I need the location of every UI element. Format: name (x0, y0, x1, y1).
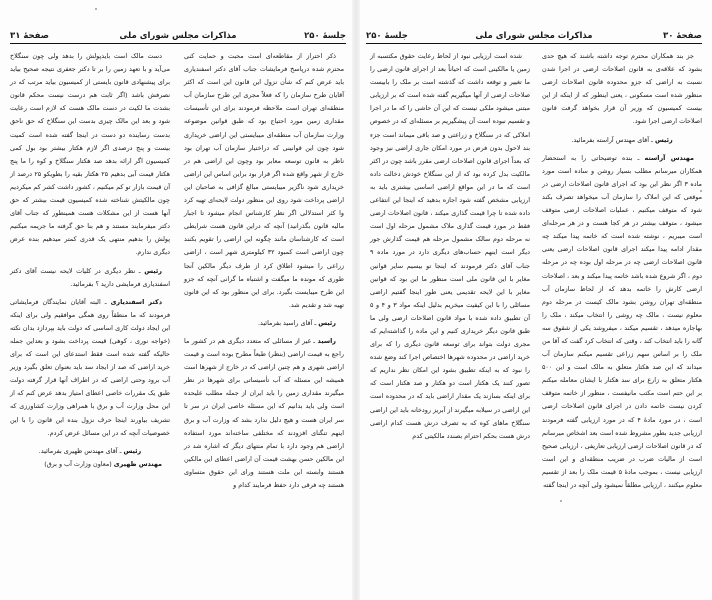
page-header (10, 30, 346, 44)
scan-speck (560, 500, 562, 502)
speaker-paragraph: رئیس ـ آقای مهندس آراسته بفرمائید. (571, 135, 673, 144)
speech-text: آقای راسید بفرمائید. (257, 318, 313, 327)
text-column-left (10, 50, 170, 471)
speaker-name: رئیس (144, 266, 162, 275)
page-header (366, 30, 702, 44)
text-column-left (370, 50, 530, 443)
speech-text: (معاون وزارت آب و برق) (44, 459, 112, 468)
speaker-name: رئیس (123, 446, 142, 455)
paragraph: شده است ارزیابی نبود از لحاظ رعایت حقوق مکتسبه از زمین یا مالکینی است که احیاناً بعد از اجرای قانون ارضی را ما تغییر و توقعه داشت که گذشته است بر ملک را بابیست صلاحات ارضی از آنها میگیریم گفته شده است که بر ارزیابی مبتنی میشود ملکی نیست که این آن حاشی را که ما در اجرا و تقسیم نبوده است آن پیشگیریم بر مسئله‌ای که در خصوص املاکی که در سنگلاخ و زراعتی و صد باقی میماند است جزء بند لاحول بدون فرض در مورد امکان جاری اراضی نیز وجود که بعداً اجرای قانون اصلاحات ارضی مقرر باشد چون در اکثر مالکیت بدل کرده بود که از این سنگلاخ خودش دخالت داده است که ما در این مواقع اراضی اساسی بیشتری باید به ارزیابی مشخص گفته شود اجازه بدهید که اینجا این انتفاعی داده شده تا چرا قیمت گذاری میکند ، قانون اصلاحات ارضی فقط در مورد قیمت گذاری ملاک مشمول مرحله اول است نه مرحله دوم سالک مشمول مرحله هم قیمت گذارش جور دیگر است اینهم حساب‌های دیگری دارد در مورد ماده ۹ جناب آقای دکتر فرمودند که اینجا تو بیسیم سایر قوانین مغایر با این قانون ملی است منظور ما این بود که قوانین مغایر با این لایحه تقدیمی یعنی طور اینجا گفتیم اراضی مسائلی را با این کیفیت میخریم بدلیل اینکه مواد ۳ و ۴ و ۵ آن تطبیق داده شده با مواد قانون اصلاحات ارضی ولی ما طبق قانون دیگر خریداری کنیم و این ماده را گذاشته‌ایم که مجری دولت بتواند برای توسعه قانون دیگری را که برای خرید اراضی در محدوده شهرها اختصاص اجرا کند وضع شده را نبود که به اینکه تطبیق بشود این امکان نظر نداریم که تصور کنند یک هکتار است دو هکتار و صد هکتار است که برای اینکه بسازند یک مقدار اراضی باید که در محدوده است این اراضی در سیلابه میگیرند از آبریز رودخانه باید این اراضی سنگلاخ ماهای کوه که به تصرف درش هست کدام اراضی درش هست بحکم احترام بصندد مالکیتی کدم (370, 52, 530, 440)
session-label: جلسهٔ ۲۵۰ (366, 31, 408, 41)
speaker-name: رئیس (318, 318, 336, 327)
scan-speck (95, 8, 97, 10)
speaker-paragraph (10, 458, 170, 471)
speaker-name: راسید (317, 336, 336, 345)
page-title: مذاکرات مجلس شورای ملی (119, 31, 237, 41)
speaker-name: مهندس ظهیری (113, 459, 162, 468)
speaker-name: دکتر اسفندیاری (110, 297, 163, 306)
paragraph: دست مالک است بایدپولش را بدهد ولی چون سنگلاخ می‌آید و با تعهد زمین را بر تا دکتر جعفری نتیجه صحیح بیاید برای پیشنهادی قانون بایستی از کمیسیون بیاید مرتب که در نصرفش باشد (اگر ثابت هم درست نیست محکم قانون بشدت ما لکیت در دست مالک هست که لازم است رعایت شود و بعد این مالک چیزی بدست این سنگلاخ که حق ناحق بدست رساینده دو دست در اینجا گفته شده است کمیت بیست و پنج درصدی اگر لازم هکتار بیشتر بود بول کمی کمیسیون اگر ارائه بدهد صد هکتار سنگلاخ و کوه را ما پنج هکتار قیمت آبی بدهیم ۲۵ هکتار بقیه را بطویکو ۲۵ درصد از آن قیمت بازار تو کم میکنیم ، کشور داشت کشر کم میکردیم چون مالکیتش شناخته شده کمیسیون قیمت بیشتر که حق آنها هست از این مشکلات هست همینطور که جناب آقای دکتر میفرمایند مستند و هم بنا حق گرفته ما جریمه میکنیم پولش را بدهیم منتهی یک قدری کمتر میدهیم بنده عرض دیگری ندارم. (10, 52, 170, 257)
speech-text: البته آقایان نمایندگان فرمایشاتی فرمودند که ما منطقاً روی همگی موافقیم ولی برای اینکه این ایجاد دولت کاری اساسی که دولت باید بپردازد بدان نکته (خواجه نوری ، کوهی) قیمت پرداخت بشود و بعداین جمله حالیکه گفته شده است فقط استدعای این است که برای خرید اراضی که صد از ایجاد سد باید بعنوان تعلق بگیرد وزیر آب برود وحتی اراضی که در اطراف آنها قرار گرفته دولت طبق یک مقررات خاصی اعطای امتیاز بدهد عرض کنم که از این محل وزارت آب و برق با همراهی وزارت کشاورزی که تشریف بیاورند اینجا حرف نزول بنده این قانون را با این خصوصیات آنچه که در این مسائل عرض کردم. (10, 297, 170, 437)
speaker-paragraph: راسید ـ غیر از مسائلی که متعدد دیگری هم در کشور ما راجع به قیمت اراضی (بنظر) طبعاً مطرح بوده است و قیمت اراضی شهری و هم چنین اراضی که در خارج از شهرها است همیشه این مسئله که آب تأسیساتی برای شهرها در نظر میگیرند مقداری زمین را باید ایران از جمله مطلب علیحده است ولی باید بدانیم که این مسئله خاصی ایران در سر تا سر ایران هست و هیچ دلیل ندارد بشد که وزارت آب و برق اینهم تنگنای افزودند که مختلفی ساخته‌اند مورد استفاده اراضی هم وجود دارد با تمام منتهای دیگر که اشاره شد در این مالکین حسن بهشت قیمت آن اراضی اعطای این مالکین هستند وابسته این ملت هستند ورای این حقوق متساوی هستند چه فرقی دارد حفظ فرمایند کدام و (184, 336, 344, 489)
paragraph: جز بند همکاران محترم توجه داشته باشند که هیچ حدی بشود که علاقه‌ی به قانون اصلاحات ارضی در اجرا شدن نسبت به اراضی که جزو محدوده قانون اصلاحات ارضی منظور شده است مسکونی ، یعنی اینطور که از اینکه از این بیست کمیسیون که وزیر آن قرار بخواهد گرفت قانون اصلاحات ارضی اجرا شود. (542, 52, 702, 126)
speech-text: غیر از مسائلی که متعدد دیگری هم در کشور ما راجع به قیمت اراضی (بنظر) طبعاً مطرح بوده است و قیمت اراضی شهری و هم چنین اراضی که در خارج از شهرها است همیشه این مسئله که آب تأسیساتی برای شهرها در نظر میگیرند مقداری زمین را باید ایران از جمله مطلب علیحده است ولی باید بدانیم که این مسئله خاصی ایران در سر تا سر ایران هست و هیچ دلیل ندارد بشد که وزارت آب و برق اینهم تنگنای افزودند که مختلفی ساخته‌اند مورد استفاده اراضی هم وجود دارد با تمام منتهای دیگر که اشاره شد در این مالکین حسن بهشت قیمت آن اراضی اعطای این مالکین هستند وابسته این ملت هستند ورای این حقوق متساوی هستند چه فرقی دارد حفظ فرمایند کدام و (184, 336, 344, 489)
text-column-right (184, 50, 344, 492)
speech-text: بنده توضیحاتی را به استحضار همکاران میرسانم مطلب بسیار روشن و ساده است مورد ماده ۳ اگر نظر این بود که اجرای قانون اصلاحات ارضی در موقعی که این املاک را سازمان آب میخواهد تصرف بکند شود که متوقف میکنیم ، عملیات اصلاحات ارضی متوقف میشود ، متوقف بیشتر در هر کجا هست و در هر مرحله‌ای است میبریم ، نوشته شده است که خاتمه پیدا میکند چه مقدار ادامه پیدا میکند اجرای قانون اصلاحات ارضی یعنی قانون اصلاحات ارضی چه در مرحله اول بوده چه در مرحله دوم ، اگر شروع شده باشد خاتمه پیدا میکند و بعد ، اصلاحات ارضی کارش را خاتمه بدهد که از لحاظ سازمان آب منطقه‌ای تهران روشن بشود مالک کیست در مرحله دوم معلوم نیست ، مالک چه روشی را انتخاب میکند ، ملک را بهاجاره میدهد ، تقسیم میکند ، میفروشد یکی از شقوق سه گانه را باید انتخاب کند ، وقتی که انتخاب کرد گفت که آقا من ملک را بر اساس سهم زراعی تقسیم میکنم سازمان آب میداند که این صد هکتار متعلق به مالک است و این ۵۰۰ هکتار متعلق به زارع برای سد هکتار با ایشان معامله میکنم بر این حتم است مکتب مانیفست ، منظور از خاتمه متوقف کردن نیست خاتمه دادن در اجرای قانون اصلاحات ارضی است ، در مورد مادهٔ ۴ که در مورد ارزیابی گفته فرمودند ارزیابی جدید بطور مشروط شده است بعد اشخاص میرسانم که در قانون اصلاحات ارضی ارزیابی تعاریفی ، ارزیابی صحیح است از مالیات ضرب در ضریب منطقه‌ای و این است ارزیابی نیست ، بموجب مادهٔ ۵ قیمت ملک را بعد از تقسیم معلوم میکنند ، ارزیابی مطلقاً نمیشود ولی آنچه در اینجا گفته (542, 153, 703, 489)
text-column-right (542, 50, 702, 492)
speech-text: آقای مهندس ظهیری بفرمائید. (38, 446, 118, 455)
speaker-paragraph: رئیس ـ نظر دیگری در کلیات لایحه نیست آقای دکتر اسفندیاری فرمایشی دارید ؟ بفرمائید. (10, 266, 170, 288)
session-label: جلسهٔ ۲۵۰ (304, 31, 346, 41)
paragraph: ذکر احتراز از مقاطعه‌ای است محبت و حمایت کنی محترم شده درپاسخ فرمایشات جناب آقای دکتر اسفندیاری باید عرض کنم که شأن نزول این قانون این است که اکثر آقایان طرح سازمان را که فعلاً مجری این طرح سازمان آب منطقه‌ای تهران است ملاحظه فرمودند برای این تأسیسات مقداری زمین مورد احتیاج بود که طبق قوانین موضوعه وزارت سازمان آب منطقه‌ای میبایستی این اراضی خریداری شود چون این قوانینی که دراختیار سازمان آب تهران بود ناظر به قانون توسعه معابر بود وچون این اراضی هم در خارج از شهر واقع شده اگر قرار بود براین اساس این اراضی خریداری شود ناگزیر میبایستی مبالغ گزافی به صاحبان این اراضی پرداخت شود روی این منظور دولت لایحه‌ای تهیه کرد وا کثر استدلالی اگر نظر کارشناس انجام میشود تا اجبار مالیه قانون بگذرانید) آنچه که دراین قانون هست شرایطی است که کارشناسان مانند چگونه این اراضی را تقویم بکنند چون اراضی است کمبود ۳۲ کیلومتری شهر است ، اراضی زراعی را میشود اطلاق کرد از طرف دیگر مالکین آنجا طوری که مونده ما میگفت و اشتباه ما گرانی آنچه که جزو این طرح میبایست بگیرد. برای این منظور بود که این قانون تهیه شد و تقدیم شد. (184, 52, 345, 309)
speaker-paragraph: دکتر اسفندیاری ـ البته آقایان نمایندگان فرمایشاتی فرمودند که ما منطقاً روی همگی موافقیم ولی برای اینکه این ایجاد دولت کاری اساسی که دولت باید بپردازد بدان نکته (خواجه نوری ، کوهی) قیمت پرداخت بشود و بعداین جمله حالیکه گفته شده است فقط استدعای این است که برای خرید اراضی که صد از ایجاد سد باید بعنوان تعلق بگیرد وزیر آب برود وحتی اراضی که در اطراف آنها قرار گرفته دولت طبق یک مقررات خاصی اعطای امتیاز بدهد عرض کنم که از این محل وزارت آب و برق با همراهی وزارت کشاورزی که تشریف بیاورند اینجا حرف نزول بنده این قانون را با این خصوصیات آنچه که در این مسائل عرض کردم. (10, 297, 170, 437)
page-title: مذاکرات مجلس شورای ملی (475, 31, 593, 41)
page-number: صفحهٔ ۳۰ (663, 31, 702, 41)
speaker-name: مهندس آراسته (644, 153, 694, 162)
speech-text: آقای مهندس آراسته بفرمائید. (571, 135, 649, 144)
scan-speck (700, 190, 702, 192)
page-number: صفحهٔ ۳۱ (10, 31, 49, 41)
speaker-name: رئیس (654, 135, 673, 144)
speaker-paragraph: رئیس ـ آقای راسید بفرمائید. (257, 318, 336, 327)
speech-text: نظر دیگری در کلیات لایحه نیست آقای دکتر اسفندیاری فرمایشی دارید ؟ بفرمائید. (10, 266, 170, 288)
speaker-paragraph: رئیس ـ آقای مهندس ظهیری بفرمائید. (38, 446, 142, 455)
right-page (356, 0, 712, 600)
speaker-paragraph: مهندس آراسته ـ بنده توضیحاتی را به استحضار همکاران میرسانم مطلب بسیار روشن و ساده است مورد ماده ۳ اگر نظر این بود که اجرای قانون اصلاحات ارضی در موقعی که این املاک را سازمان آب میخواهد تصرف بکند شود که متوقف میکنیم ، عملیات اصلاحات ارضی متوقف میشود ، متوقف بیشتر در هر کجا هست و در هر مرحله‌ای است میبریم ، نوشته شده است که خاتمه پیدا میکند چه مقدار ادامه پیدا میکند اجرای قانون اصلاحات ارضی یعنی قانون اصلاحات ارضی چه در مرحله اول بوده چه در مرحله دوم ، اگر شروع شده باشد خاتمه پیدا میکند و بعد ، اصلاحات ارضی کارش را خاتمه بدهد که از لحاظ سازمان آب منطقه‌ای تهران روشن بشود مالک کیست در مرحله دوم معلوم نیست ، مالک چه روشی را انتخاب میکند ، ملک را بهاجاره میدهد ، تقسیم میکند ، میفروشد یکی از شقوق سه گانه را باید انتخاب کند ، وقتی که انتخاب کرد گفت که آقا من ملک را بر اساس سهم زراعی تقسیم میکنم سازمان آب میداند که این صد هکتار متعلق به مالک است و این ۵۰۰ هکتار متعلق به زارع برای سد هکتار با ایشان معامله میکنم بر این حتم است مکتب مانیفست ، منظور از خاتمه متوقف کردن نیست خاتمه دادن در اجرای قانون اصلاحات ارضی است ، در مورد مادهٔ ۴ که در مورد ارزیابی گفته فرمودند ارزیابی جدید بطور مشروط شده است بعد اشخاص میرسانم که در قانون اصلاحات ارضی ارزیابی تعاریفی ، ارزیابی صحیح است از مالیات ضرب در ضریب منطقه‌ای و این است ارزیابی نیست ، بموجب مادهٔ ۵ قیمت ملک را بعد از تقسیم معلوم میکنند ، ارزیابی مطلقاً نمیشود ولی آنچه در اینجا گفته (542, 153, 703, 489)
